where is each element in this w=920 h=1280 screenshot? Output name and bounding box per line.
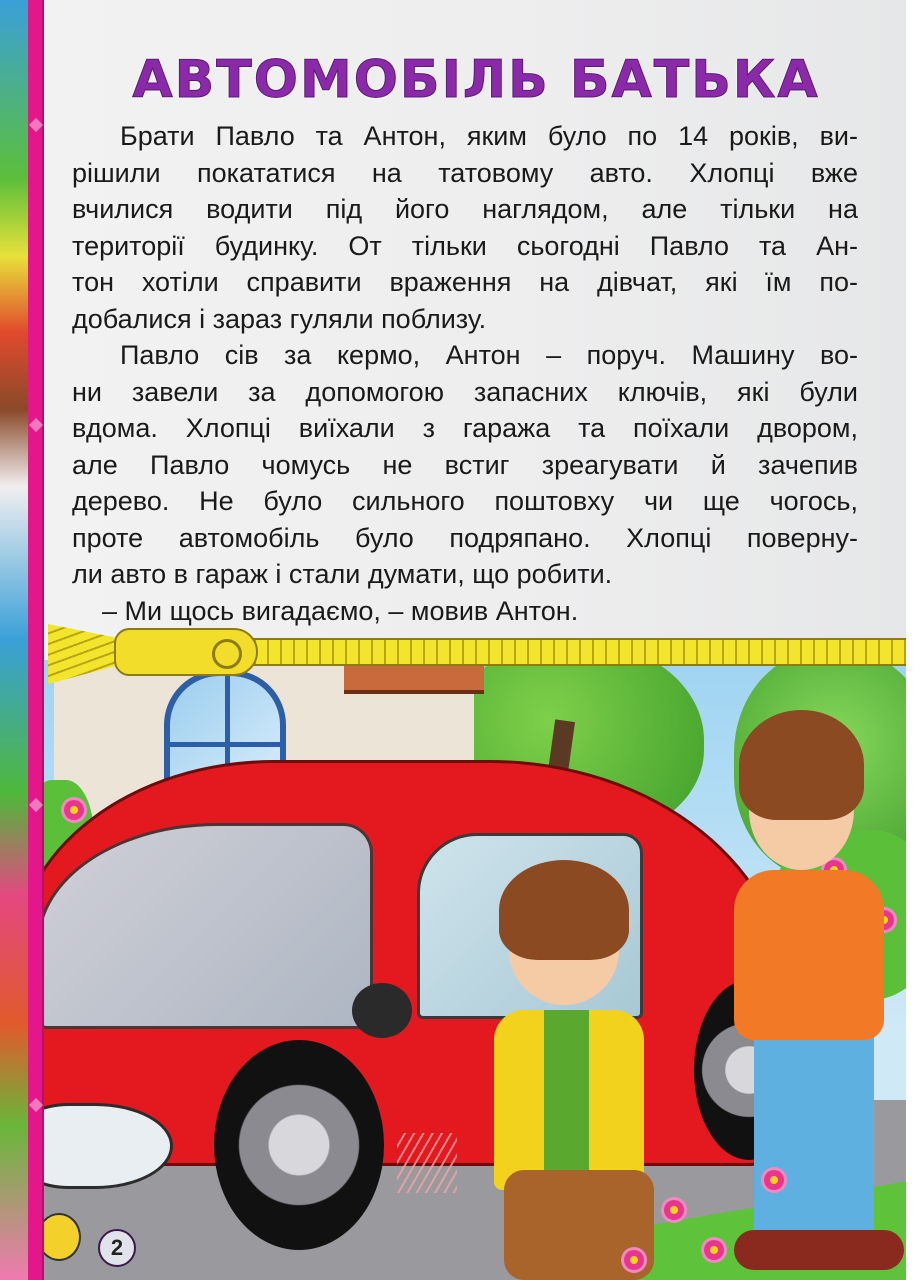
story-line: добалися і зараз гуляли поблизу. <box>72 303 487 334</box>
flower-icon <box>64 800 84 820</box>
story-line: Павло сів за кермо, Антон – поруч. Машину во- <box>120 340 858 370</box>
standing-boy <box>734 710 904 1280</box>
sparkle-icon <box>29 118 43 132</box>
story-line: рішили покататися на татовому авто. Хлопці вже <box>72 157 858 188</box>
story-line-dialogue: – Ми щось вигадаємо, – мовив Антон. <box>102 595 579 626</box>
story-line: вдома. Хлопці виїхали з гаража та поїхали двором, <box>72 413 858 443</box>
sparkle-icon <box>29 418 43 432</box>
flower-icon <box>624 1250 644 1270</box>
sparkle-icon <box>29 1098 43 1112</box>
story-line: дерево. Не було сильного поштовху чи ще чогось, <box>72 486 858 516</box>
zipper-pull-icon <box>114 628 258 676</box>
decorative-pink-band <box>28 0 44 1280</box>
page-number: 2 <box>98 1229 136 1267</box>
car-wheel-icon <box>214 1040 384 1250</box>
sparkle-icon <box>29 798 43 812</box>
car-windshield <box>44 823 373 1029</box>
cover-edge-strip <box>0 0 28 1280</box>
story-line: тон хотіли справити враження на дівчат, які їм по- <box>72 267 858 297</box>
story-line: вчилися водити під його наглядом, але тільки на <box>72 194 858 224</box>
story-line: проте автомобіль було подряпано. Хлопці поверну- <box>72 522 858 553</box>
zipper-divider <box>44 624 906 668</box>
story-line: ли авто в гараж і стали думати, що робити. <box>72 559 613 589</box>
story-line: Брати Павло та Антон, яким було по 14 років, ви- <box>120 121 858 151</box>
story-line: ни завели за допомогою запасних ключів, які були <box>72 376 858 407</box>
flower-icon <box>764 1170 784 1190</box>
flower-icon <box>704 1240 724 1260</box>
illustration <box>44 660 906 1280</box>
story-line: але Павло чомусь не встиг зреагувати й зачепив <box>72 449 858 480</box>
page-right-edge <box>906 0 920 1280</box>
kneeling-boy <box>494 860 684 1280</box>
car-scratch <box>397 1133 457 1193</box>
zipper-teeth <box>204 638 906 666</box>
page-title: АВТОМОБІЛЬ БАТЬКА <box>132 50 820 110</box>
car-mirror <box>352 983 412 1038</box>
story-text <box>72 118 858 629</box>
story-line: території будинку. От тільки сьогодні Павло та Ан- <box>72 230 858 261</box>
flower-icon <box>664 1200 684 1220</box>
